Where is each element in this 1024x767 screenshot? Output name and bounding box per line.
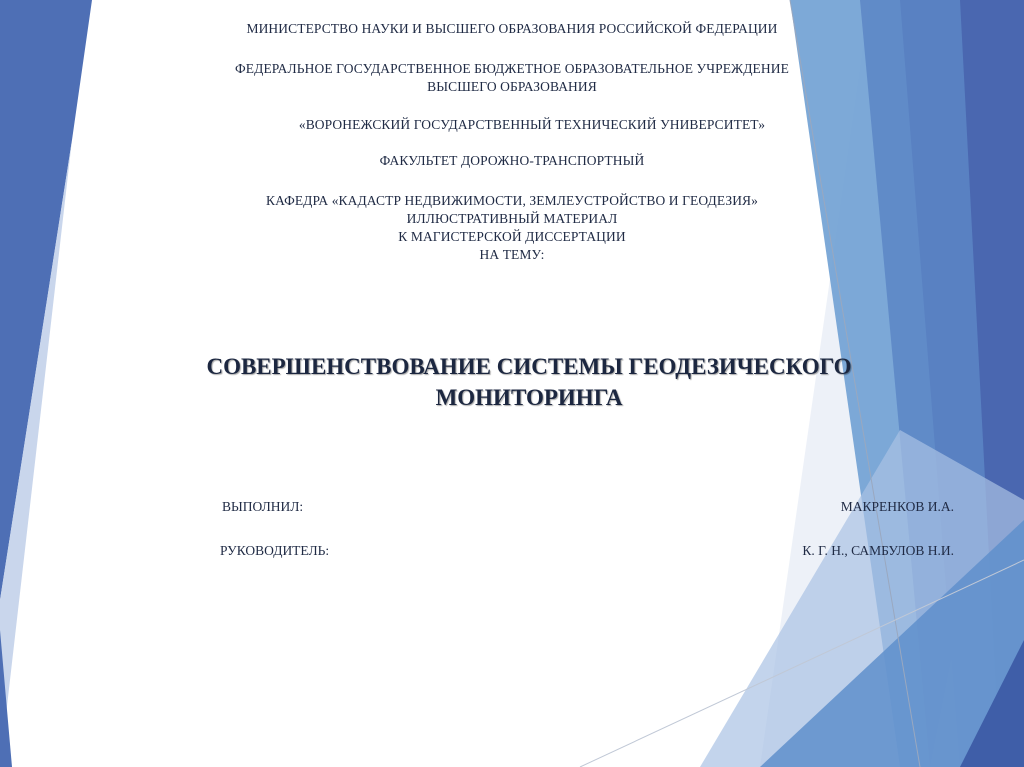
material-line-1: ИЛЛЮСТРАТИВНЫЙ МАТЕРИАЛ <box>406 211 618 226</box>
ministry-line: МИНИСТЕРСТВО НАУКИ И ВЫСШЕГО ОБРАЗОВАНИЯ РОССИЙСКОЙ ФЕДЕРАЦИИ <box>246 21 778 36</box>
material-line-3: НА ТЕМУ: <box>479 247 545 262</box>
thesis-title-line-1: СОВЕРШЕНСТВОВАНИЕ СИСТЕМЫ ГЕОДЕЗИЧЕСКОГО <box>206 354 852 379</box>
supervisor-name: К. Г. Н., САМБУЛОВ Н.И. <box>802 543 954 558</box>
material-line-2: К МАГИСТЕРСКОЙ ДИССЕРТАЦИИ <box>398 229 626 244</box>
performed-name: МАКРЕНКОВ И.А. <box>840 499 954 514</box>
department-line: КАФЕДРА «КАДАСТР НЕДВИЖИМОСТИ, ЗЕМЛЕУСТРОЙСТВО И ГЕОДЕЗИЯ» <box>265 193 759 208</box>
university-line: «ВОРОНЕЖСКИЙ ГОСУДАРСТВЕННЫЙ ТЕХНИЧЕСКИЙ УНИВЕРСИТЕТ» <box>298 117 766 132</box>
supervisor-label: РУКОВОДИТЕЛЬ: <box>220 543 330 558</box>
thesis-title-line-2: МОНИТОРИНГА <box>435 385 623 410</box>
performed-label: ВЫПОЛНИЛ: <box>222 499 304 514</box>
institution-line-1: ФЕДЕРАЛЬНОЕ ГОСУДАРСТВЕННОЕ БЮДЖЕТНОЕ ОБРАЗОВАТЕЛЬНОЕ УЧРЕЖДЕНИЕ <box>235 61 789 76</box>
faculty-line: ФАКУЛЬТЕТ ДОРОЖНО-ТРАНСПОРТНЫЙ <box>379 153 645 168</box>
institution-line-2: ВЫСШЕГО ОБРАЗОВАНИЯ <box>427 79 597 94</box>
